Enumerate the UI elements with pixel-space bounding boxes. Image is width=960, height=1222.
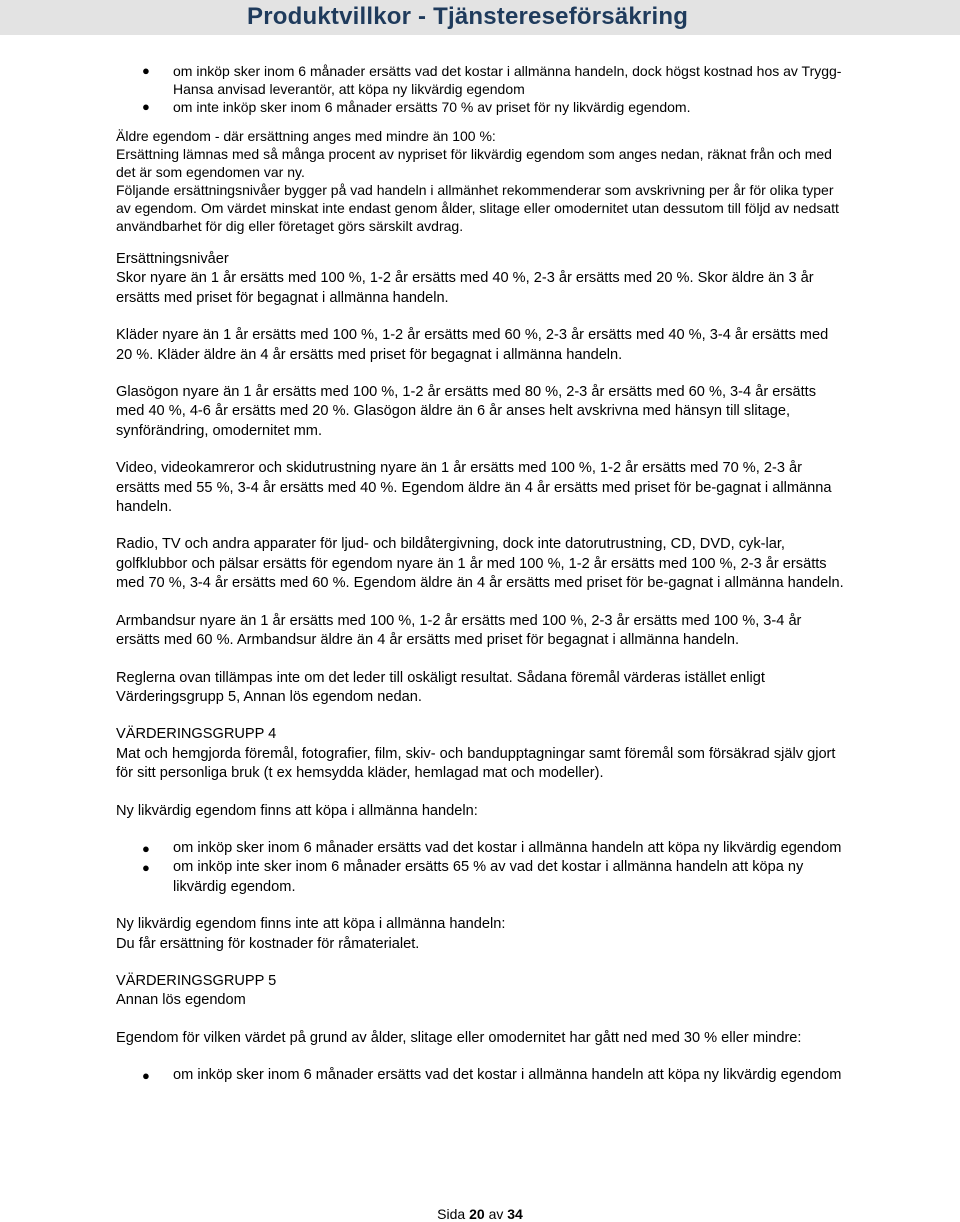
older-property-heading: Äldre egendom - där ersättning anges med mindre än 100 %: [116, 128, 496, 144]
older-property-text: Ersättning lämnas med så många procent av nypriset för likvärdig egendom som anges nedan, räknat från och med det är som egendomen var ny. [116, 146, 832, 180]
list-item [116, 62, 846, 98]
older-property-section [116, 127, 846, 235]
bullet-icon: ● [142, 860, 150, 876]
levels-heading: Ersättningsnivåer [116, 251, 229, 267]
paragraph-clothes: Kläder nyare än 1 år ersätts med 100 %, 1-2 år ersätts med 60 %, 2-3 år ersätts med 40 %, 3-4 år ersätts med 20 %. Kläder äldre än 4 år ersätts med priset för begagnat i allmänna handeln. [116, 327, 829, 363]
of-word: av [488, 1206, 504, 1222]
paragraph-glasses: Glasögon nyare än 1 år ersätts med 100 %, 1-2 år ersätts med 80 %, 2-3 år ersätts med 60 %, 3-4 år ersätts med 40 %, 4-6 år ersätts med 20 %. Glasögon äldre än 6 år anses helt avskrivna med hänsyn till slitage, synförändring, omodernitet mm. [116, 384, 817, 439]
list-item [116, 98, 846, 116]
page-footer [0, 1206, 960, 1222]
bullet-icon: ● [142, 63, 150, 78]
list-item-text: om inköp inte sker inom 6 månader ersätts 65 % av vad det kostar i allmänna handeln att köpa ny likvärdig egendom. [173, 859, 804, 895]
page-word: Sida [437, 1206, 466, 1222]
group5-subheading: Annan lös egendom [116, 992, 246, 1009]
document-title: Produktvillkor - Tjänstereseförsäkring [247, 3, 689, 30]
bullet-icon: ● [142, 840, 150, 856]
list-item-text: om inte inköp sker inom 6 månader ersätts 70 % av priset för ny likvärdig egendom. [173, 99, 691, 115]
page-number: 20 [469, 1206, 485, 1222]
group4-bullet-list [116, 839, 846, 897]
group4-heading: VÄRDERINGSGRUPP 4 [116, 726, 277, 743]
group4-cannot-buy: Ny likvärdig egendom finns inte att köpa i allmänna handeln: [116, 916, 506, 933]
list-item [116, 858, 846, 897]
page-total: 34 [507, 1206, 523, 1222]
list-item [116, 1066, 846, 1085]
group5-bullet-list [116, 1066, 846, 1085]
bullet-icon: ● [142, 1068, 150, 1084]
paragraph-video: Video, videokamreror och skidutrustning nyare än 1 år ersätts med 100 %, 1-2 år ersätts med 70 %, 2-3 år ersätts med 55 %, 3-4 år ersätts med 40 %. Egendom äldre än 4 år ersätts med priset för be-gagnat i allmänna handeln. [116, 460, 832, 516]
list-item-text: om inköp sker inom 6 månader ersätts vad det kostar i allmänna handeln att köpa ny likvärdig egendom [173, 1067, 842, 1084]
paragraph-radio: Radio, TV och andra apparater för ljud- och bildåtergivning, dock inte datorutrustning, CD, DVD, cyk-lar, golfklubbor och pälsar ersätts för egendom nyare än 1 år med 100 %, 1-2 år ersätts med 100 %, 2-3 år ersätts med 70 %, 3-4 år ersätts med 60 %. Egendom äldre än 4 år ersätts med priset för be-gagnat i allmänna handeln. [116, 536, 844, 592]
older-property-text: Följande ersättningsnivåer bygger på vad handeln i allmänhet rekommenderar som avskrivning per år för olika typer av egendom. Om värdet minskat inte endast genom ålder, slitage eller omodernitet utan dessutom till följd av nedsatt användbarhet för dig eller företaget görs särskilt avdrag. [116, 182, 839, 234]
paragraph-watch: Armbandsur nyare än 1 år ersätts med 100 %, 1-2 år ersätts med 100 %, 2-3 år ersätts med 100 %, 3-4 år ersätts med 60 %. Armbandsur äldre än 4 år ersätts med priset för begagnat i allmänna handeln. [116, 612, 802, 649]
group4-raw-material: Du får ersättning för kostnader för råmaterialet. [116, 935, 420, 952]
group5-text: Egendom för vilken värdet på grund av ålder, slitage eller omodernitet har gått ned med 30 % eller mindre: [116, 1029, 802, 1046]
paragraph-shoes: Skor nyare än 1 år ersätts med 100 %, 1-2 år ersätts med 40 %, 2-3 år ersätts med 20 %. Skor äldre än 3 år ersätts med priset för begagnat i allmänna handeln. [116, 270, 814, 306]
top-bullet-list [116, 62, 846, 116]
list-item-text: om inköp sker inom 6 månader ersätts vad det kostar i allmänna handeln att köpa ny likvärdig egendom [173, 839, 842, 856]
list-item [116, 839, 846, 858]
group4-can-buy: Ny likvärdig egendom finns att köpa i allmänna handeln: [116, 802, 478, 819]
list-item-text: om inköp sker inom 6 månader ersätts vad det kostar i allmänna handeln, dock högst kostnad hos av Trygg-Hansa anvisad leverantör, att köpa ny likvärdig egendom [173, 63, 842, 97]
page-header [0, 0, 960, 35]
group5-heading: VÄRDERINGSGRUPP 5 [116, 972, 277, 989]
document-body [116, 62, 846, 1086]
group4-text: Mat och hemgjorda föremål, fotografier, film, skiv- och bandupptagningar samt föremål som försäkrad själv gjort för sitt personliga bruk (t ex hemsydda kläder, hemlagad mat och modeller). [116, 745, 836, 782]
paragraph-rules: Reglerna ovan tillämpas inte om det leder till oskäligt resultat. Sådana föremål värderas istället enligt Värderingsgrupp 5, Annan lös egendom nedan. [116, 669, 765, 705]
bullet-icon: ● [142, 99, 150, 114]
